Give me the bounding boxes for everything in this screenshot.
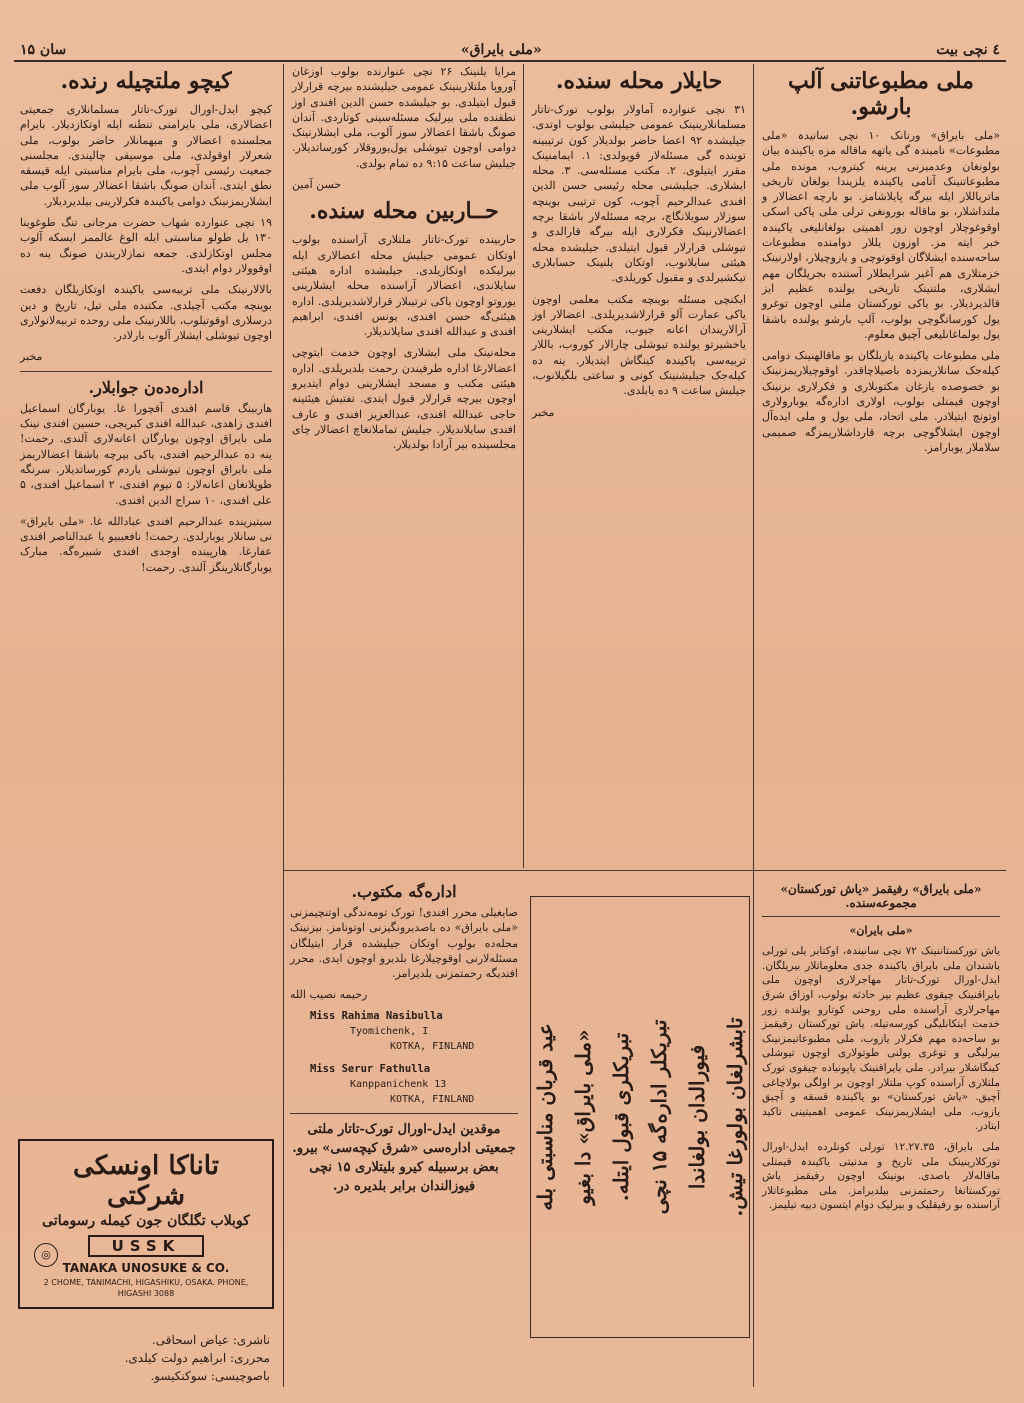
col3-item2: حاربینده تورک-تاتار ملتلاری آراسنده بولوب اوتکان عمومی جیلیش محله اعضالاری ایله بیرلیکده اوتکازیلدی. جیلیشده اداره هیئتی سایلاندی، اعضالار آراسنده محله ایشلارینی یوروتو اوچون یاکی ترتیبلار قرارلاشدیریلدی. اداره هیئتی‌گه حسن افندی، یونس افندی، ابراهیم افندی و عبدالله افندی سایلاندیلار. [292, 233, 516, 339]
lower-right-article [756, 876, 1006, 1387]
col4-office-body: هاربینگ قاسم افندی آقچورا غا. یوبارگان اسماعیل افندی زاهدی، عبدالله افندی کبریجی، حسین افندی نینک ملی بایراق اوچون یوبارگان اعانه‌لاری آلندی. رحمت! ینه ده عبدالرحیم افندی، یاکی بیرچه باشقا اعضالاریمز ملی بایراق اوچون تیوشلی یاردم کورساتدیلار. سرنگه طوپلانغان اعانه‌لار: ۵ تیوم افندی، ۲ اسماعیل افندی، ۵ علی افندی، ۱۰ سراج الدین افندی. [20, 401, 273, 507]
credit-publisher: ناشری: عیاض اسحاقی. [151, 1333, 270, 1347]
page-label: ٤ نچی بیت [936, 42, 1000, 58]
address-2 [290, 1062, 518, 1107]
paper-name: «ملی بایراق» [460, 42, 542, 58]
office-letter-body: صایغیلی محرر افندی! تورک تومه‌ندگی اوتنچیمزنی «ملی بایراق» ده باصدیرونگیزنی اوتونامز. بیزنینک محله‌ده بولوب اوتکان جیلیشده قرار ایتیلگان مسئله‌لارنی اوقوچیلارغا بلدیرو اوچون ایدی. محرر افندیگه رحمتمزنی بلدیرامز. [290, 906, 518, 981]
column-2 [526, 64, 752, 868]
office-letter-section [284, 876, 524, 1387]
credit-printer: باصوچیسی: سوکنکیسو. [150, 1369, 270, 1383]
col2-body2: ایکنچی مسئله بوینچه مکتب معلمی اوچون یاکی عمارت آلو قرارلاشدیریلدی. اعضالار اوز آرالاریندان اعانه جیوب، مکتب ایشلارینی یاخشیرتو یولنده تیوشلی چارالار کوروب، باللار تربیه‌سی یاکیندہ کینگاش ایتدیلار. ینه ده کیله‌جک جیلیشنینک کونی و ساعتی بلگیلانوب، جیلیش ساعت ۹ ده یابلدی. [532, 292, 746, 398]
credits [22, 1331, 270, 1385]
col1-title: ملی مطبوعاتنی آلپ بارشو. [788, 68, 974, 120]
column-4 [14, 64, 278, 1387]
lower-right-subtitle: «ملی بایران» [849, 924, 913, 937]
col2-body: ۳۱ نچی عنوارده آماولار بولوب تورک-تاتار مسلمانلارینینک عمومی جیلیشی بولوب اوتدی. جیلیشده ۹۲ اعضا حاضر بولدیلار کون ترتیبینه توبنده گی مسئله‌لار قویولدی: ۱. ایمامنینک مقرر ایتیلوی. ۲. مکتب مسئله‌سی. ۳. محله ایشلاری. جیلیشنی محله رئیسی حسن الدین افندی عبدالرحیم آچوب، کون ترتیبی بوینچه سوزلار سویلانگاچ، برچه مسئله‌لار باشقا برچه اعضالارنینک فکرلاری ایله بیرگه قارالدی و تیوشلی قرارلار قبول ایتیلدی. جیلیشده محله هیئتی سایلانوب، اوتکان یلنینک حسابلاری تیکشیرلدی و مقبول کوریلدی. [532, 103, 746, 285]
col4-body2: ۱۹ نچی عنوارده شهاب حضرت مرجانی تنگ طوغوینا ۱۳۰ یل طولو مناسبتی ایله الوغ عالممز ایسکه آلوب مجلس اوتکازلدی. جمعه نمازلاریندن صونگ ینه ده اوقوولار دوام ایتدی. [20, 216, 272, 275]
column-3 [286, 64, 522, 868]
address-1-street: Tyomichenk, I [350, 1025, 429, 1037]
tanaka-ad-logo-row [30, 1235, 262, 1261]
col4-body3: بالالارنینک ملی تربیه‌سی یاکیندہ اوتکازیلگان دفعت بوینچه مکتب آچیلدی. مکتبده ملی تیل، تاریخ و دین درسلاری اوقوتیلوب، باللارنینک ملی روحده تربیه‌لانولاری اوچون تیوشلی ایشلار آلوب بارلادر. [20, 283, 272, 343]
lower-right-divider [762, 916, 1000, 917]
vertical-ad-box [530, 896, 750, 1338]
lower-right-body2: ملی بایراق، ۱۲.۲۷.۳۵ تورلی کونلرده ایدل-اورال تورکلارینینک ملی تاریخ و مدنیتی یاکیندہ قیمتلی ماقاله‌لار باصدی. بونینک اوچون رفیقمز یاش تورکستانغا رحمتمزنی بیلدیرامز. ملی مطبوعاتلار آراسنده بو رفیقلیک و بیرلیک دوام ایتسون دییه تیلیمز. [762, 1141, 1000, 1212]
lower-right-body: یاش تورکستاننینک ۷۲ نچی سانیندہ، اوکتابر یلی تورلی یاشندان ملی بایراق یاکیندہ جدی معلوماتلار بیریلگان. ایدل-اورال تورک-تاتار مهاجرلاری اوچون ملی بایراقنینک چیقوی عظیم بیر حادثه بولوب، اوزاق شرق مهاجرلاری آراسنده ملی روحنی کوتارو یولنده زور خدمت ایتکانلیگی کورسه‌تیله. یاش تورکستان رفیقمز بو ساحه‌ده مهم فکرلار یازوب، ملی مطبوعاتیمزنینک بیرلیگی و توغری یولنی طوتولاری اوچون تیوشلی کینگاشلار بیرادر. ملی بایراقنینک یاپونیاده چیقوی تورک ملتلاری آراسنده کوپ ملتلار اوچون بر اولگی بولاچاغی آچیق. «یاش تورکستان» بو یاکیندہ قسقه و آچیق یازوب، ملی ایشلاریمزنینک عمومی اهمیتینی تاکید ایتادر. [762, 945, 1000, 1133]
vertical-ad-text: عید قربان مناسبتی بله «ملی بایراق» دا بغیو تبریکلری قبول ایتله. تبریکلر اداره‌گه ۱۵ نچی فیورالدان بولغاندا تابشرلغان بولورغا تیش. [533, 1017, 747, 1217]
col2-title: حایلار محله سنده. [555, 68, 723, 94]
lower-right-title: «ملی بایراق» رفیقمز «یاش تورکستان» مجموعه‌سنده. [780, 882, 982, 910]
vertical-ad-column [526, 876, 754, 1387]
col4-office-body2: سیتیزینده عبدالرحیم افندی عبادالله غا. «ملی بایراق» نی سانلار یوبارلدی. رحمت! نافعیبیو یا عبدالناصر افندی عفارغا. هارپینده اوجدی افندی شبیره‌گه. مبارک یوبارگانلارینگز آلندی. رحمت! [20, 514, 272, 574]
address-2-city: KOTKA, FINLAND [390, 1093, 475, 1105]
company-seal-icon: ◎ [34, 1243, 58, 1267]
column-rule-2 [523, 64, 524, 868]
col3-item3: محله‌نینک ملی ایشلاری اوچون خدمت ایتوچی اعضالارغا اداره طرفیندن رحمت بلدیریلدی. اداره هیئتی مکتب و مسجد ایشلارینی دوام ایتدیرو اوچون بیرچه قرارلار قبول ایتدی. تفتیش هیئتینه حاجی عبدالله افندی، عبدالعزیز افندی و عارف افندی سایلاندیلار. جیلیش تماملانغاچ اعضالار چای مجلسینده بیر آرادا بولدیلار. [292, 346, 516, 452]
col1-body2: ملی مطبوعات یاکیندہ یازیلگان بو ماقالهنینک دوامی کیله‌جک سانلاریمزدہ باصیلاچاقدر. اوقوچیلاریمزنینک بو خصوصده یازغان مکتوبلاری و فکرلاری بزنینک اوچون قیمتلی بولوب، اولاری اداره‌گه یوبارولاری اوتونچ ایتیلادر. ملی اتحاد، ملی یول و ملی ایده‌آل اوچون ایشلاگوچی برچه قارداشلاریمزگه صمیمی سلاملار یوبارامز. [762, 349, 1000, 454]
credit-editor: محرری: ابراهیم دولت کیلدی. [124, 1351, 270, 1365]
address-2-street: Kanppanichenk 13 [350, 1078, 447, 1090]
horizontal-divider [284, 870, 1006, 871]
east-evening-ad: موقدین ایدل-اورال تورک-تاتار ملتی جمعیتی اداره‌سی «شرق کیچه‌سی» بیرو. بعض برسبیله کیرو بلیتلاری ۱۵ نچی فیوزالندان برابر بلدیره در. [292, 1121, 516, 1194]
address-1-city: KOTKA, FINLAND [390, 1040, 475, 1052]
col3-signature1: حسن آمین [292, 178, 342, 192]
office-letter-sign: رحیمه نصیب الله [290, 988, 368, 1002]
office-letter-divider [290, 1113, 518, 1114]
col4-signature: مخبر [20, 350, 43, 364]
ussk-logo: USSK [88, 1235, 205, 1257]
address-2-name: Miss Serur Fathulla [310, 1062, 431, 1075]
tanaka-ad [18, 1139, 274, 1309]
col1-body: «ملی بایراق» ورنانک ۱۰ نچی سانیدہ «ملی مطبوعات» نامیندہ گی یاتهه ماقاله مزه یاکیندہ بیان بولونغان وعدمیزنی یرینه کیتروب، مونده ملی مطبوعاتنینک آتامی یاکیندہ یلزیندا بولغان تاریخی ماتریاللار ایله بیرگه پایلاشامز. بو بارچه اعضالار و ملتداشلار، بو ماقاله بورونغی ترلی ملی یاکی اسکی اوقوغوچلار اوچون زور اهمیتی بولغانلیغی یاکیندہ خبر ایته مز. اوزون یللار دوامنده مطبوعات ساحه‌سنده ایشلاگان اوقوتوچی و یازوچیلار، اولارنینک خزمتلاری هم آغیر شرایطلار آستنده بجریلگان مهم ایشلاری، ملتنینک تاریخی یولنده عظیم ایز قالدیردیلار. بو یاکی تورکستان ملتی اوچون توغرو یول کورساتگوچی بولوب، آلپ بارشو یولنده باشقا یول بولماغانلیغی آچیق معلوم. [762, 129, 1001, 341]
col4-office-title: اداره‌ده‌ن جوابلار. [88, 377, 204, 397]
issue-label: سان ۱۵ [20, 42, 67, 58]
tanaka-ad-subtitle: کوبلاب تگلگان جون کیمله رسوماتی [42, 1213, 250, 1229]
col3-item1: مرایا یلنینک ۲۶ نچی عنوارنده بولوب اوزغان آوروپا ملتلارینینک عمومی جیلیشنده بیرچه قرارلار قبول ایتیلدی. بو جیلیشده حسن الدین افندی اوز نطقنده ملی بیرلیک مسئله‌سینی کوتاردی. آندان صونگ باشقا اعضالار سوز آلوب، ملی ایشلارنینک دوامی اوچون تیوشلی یول‌یوروقلار کورساتدیلار. جیلیش ساعت ۹:۱۵ ده تمام بولدی. [292, 65, 516, 170]
address-1 [290, 1009, 518, 1054]
tanaka-ad-title: تاناکا اونسکی شرکتی [73, 1151, 219, 1211]
col4-divider-1 [20, 371, 272, 372]
columns-area [14, 64, 1006, 1387]
company-name-en: TANAKA UNOSUKE & CO. [62, 1261, 230, 1275]
col3-subtitle: حــاربین محله سنده. [309, 198, 499, 225]
col2-signature: مخبر [532, 405, 555, 419]
office-letter-title: اداره‌گه مکتوب. [351, 882, 457, 901]
company-address-en: 2 CHOME, TANIMACHI, HIGASHIKU, OSAKA. PHONE, HIGASHI 3088 [43, 1278, 249, 1298]
page-header [14, 30, 1006, 62]
col4-title: کیچو ملتچیله رنده. [60, 68, 232, 94]
address-1-name: Miss Rahima Nasibulla [310, 1009, 443, 1022]
col4-body: کیچو ایدل-اورال تورک-تاتار مسلمانلاری جمعیتی اعضالاری، ملی بایرامنی تنطنه ایله اوتکازدیلار. بایرام مجلسنده اعضالار و میهمانلار حاضر بولوب، ملی شعرلار اوقولدی، ملی موسیقی چالیندی. مجلسنی جمعیت رئیسی آچوب، ملی بایرام مناسبتی ایله قیسقه نطق ایتدی. آندان صونگ باشقا اعضالار سوز آلوب ملی ایشلاریمزنینک دوامی یاکیندہ فکرلارینی بیلدیردیلار. [20, 103, 272, 208]
